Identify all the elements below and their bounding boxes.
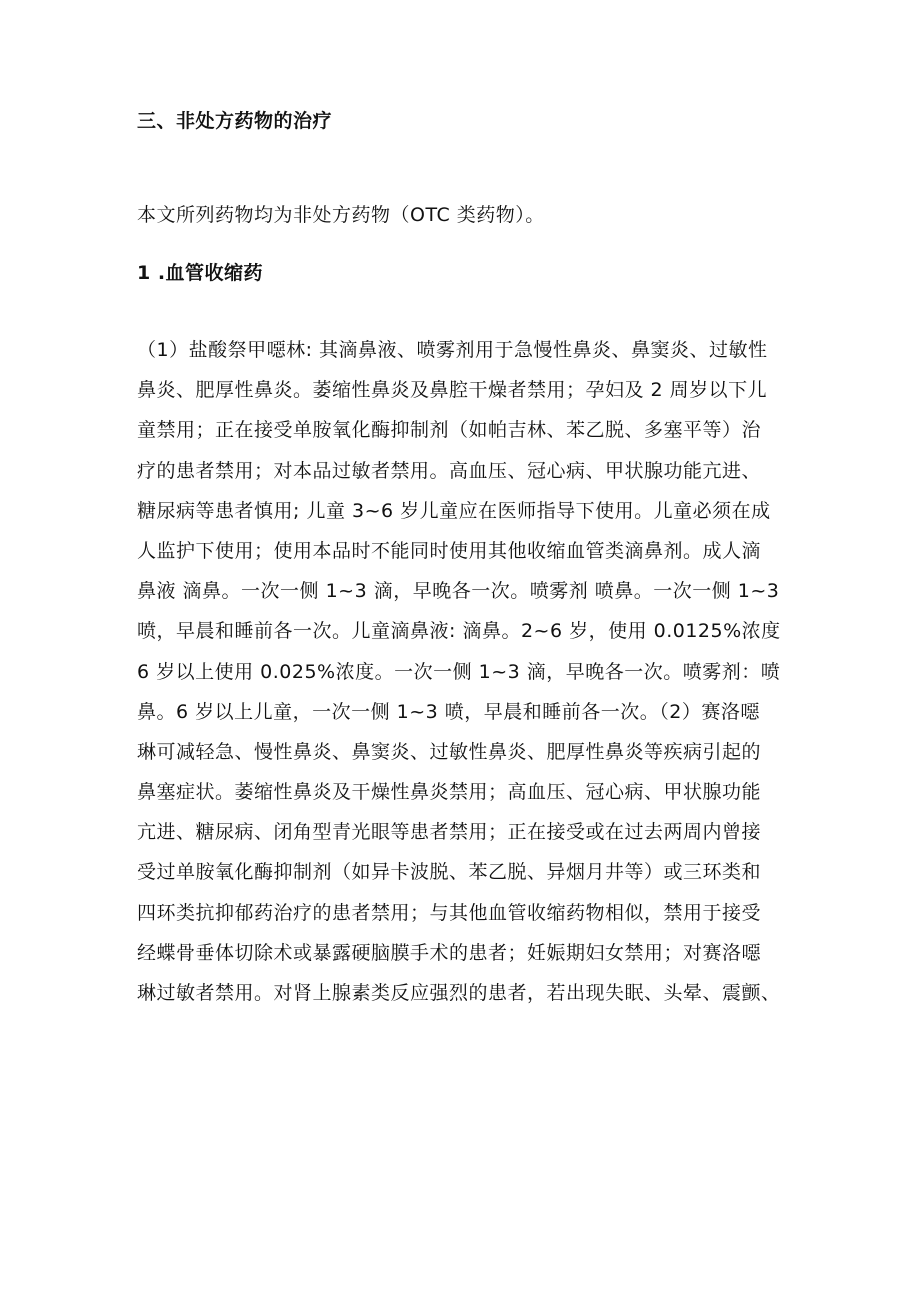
body-line: 童禁用；正在接受单胺氧化酶抑制剂（如帕吉林、苯乙脱、多塞平等）治: [137, 419, 762, 442]
body-line: 喷，早晨和睡前各一次。儿童滴鼻液: 滴鼻。2~6 岁，使用 0.0125%浓度: [137, 620, 781, 643]
body-line: 疗的患者禁用；对本品过敏者禁用。高血压、冠心病、甲状腺功能亢进、: [137, 459, 762, 482]
subsection-title: 1 .血管收缩药: [137, 262, 264, 284]
body-line: 经蝶骨垂体切除术或暴露硬脑膜手术的患者；妊娠期妇女禁用；对赛洛噁: [137, 941, 762, 964]
body-line: 琳过敏者禁用。对肾上腺素类反应强烈的患者，若出现失眠、头晕、震颤、: [137, 982, 781, 1004]
body-line: 受过单胺氧化酶抑制剂（如异卡波脱、苯乙脱、异烟月井等）或三环类和: [137, 861, 762, 884]
body-line: 鼻塞症状。萎缩性鼻炎及干燥性鼻炎禁用；高血压、冠心病、甲状腺功能: [137, 781, 762, 804]
body-line: 糖尿病等患者慎用; 儿童 3~6 岁儿童应在医师指导下使用。儿童必须在成: [137, 499, 771, 522]
body-paragraph: [137, 338, 797, 1021]
body-line: 6 岁以上使用 0.025%浓度。一次一侧 1~3 滴，早晚各一次。喷雾剂：喷: [137, 660, 781, 683]
body-line: 鼻炎、肥厚性鼻炎。萎缩性鼻炎及鼻腔干燥者禁用；孕妇及 2 周岁以下儿: [137, 379, 768, 402]
body-line: 亢进、糖尿病、闭角型青光眼等患者禁用；正在接受或在过去两周内曾接: [137, 821, 762, 844]
body-line: 鼻液 滴鼻。一次一侧 1~3 滴，早晚各一次。喷雾剂 喷鼻。一次一侧 1~3: [137, 580, 780, 603]
section-title: 三、非处方药物的治疗: [137, 110, 333, 132]
body-line: 琳可减轻急、慢性鼻炎、鼻窦炎、过敏性鼻炎、肥厚性鼻炎等疾病引起的: [137, 740, 762, 763]
intro-paragraph: 本文所列药物均为非处方药物（OTC 类药物）。: [137, 204, 545, 226]
body-line: 四环类抗抑郁药治疗的患者禁用；与其他血管收缩药物相似，禁用于接受: [137, 901, 762, 924]
body-line: 鼻。6 岁以上儿童，一次一侧 1~3 喷，早晨和睡前各一次。（2）赛洛噁: [137, 700, 760, 723]
body-line: （1）盐酸祭甲噁林: 其滴鼻液、喷雾剂用于急慢性鼻炎、鼻窦炎、过敏性: [137, 339, 768, 361]
body-line: 人监护下使用；使用本品时不能同时使用其他收缩血管类滴鼻剂。成人滴: [137, 539, 762, 562]
